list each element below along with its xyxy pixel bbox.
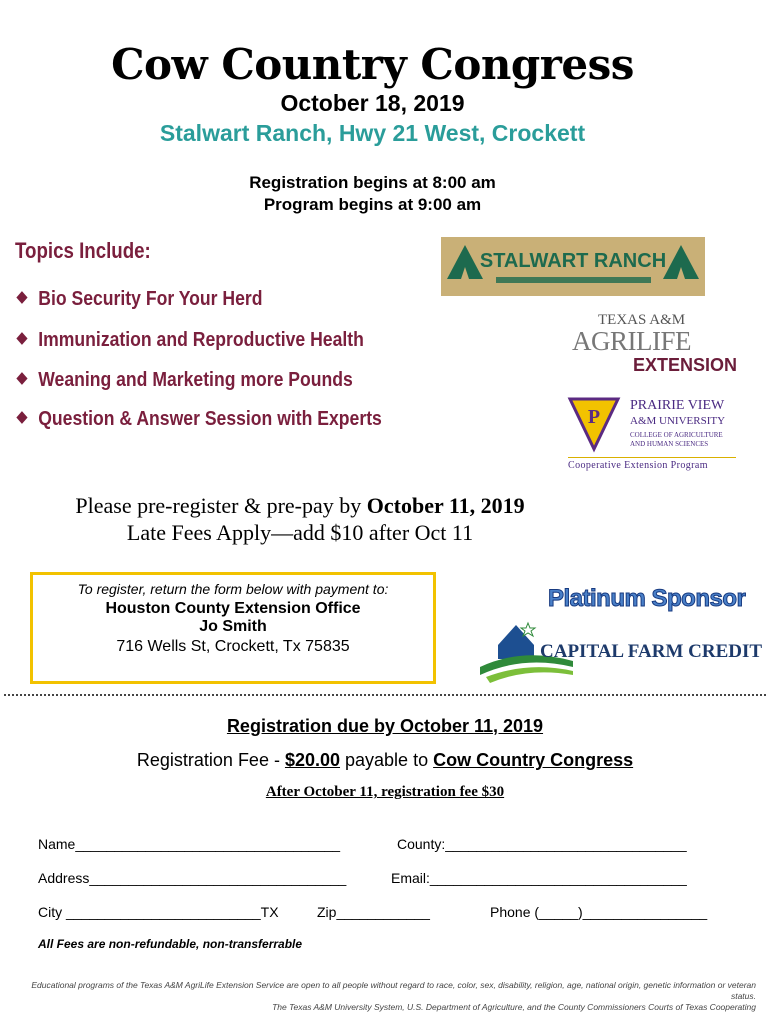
program-time: Program begins at 9:00 am [263,195,482,214]
late-registration-fee: After October 11, registration fee $30 [265,784,505,800]
pv-college-2: AND HUMAN SCIENCES [630,440,709,448]
contact-box [30,572,436,684]
stalwart-ranch-text: STALWART RANCH [479,250,667,272]
county-field[interactable]: County:_______________________________ [397,836,687,852]
prairie-view-logo [566,393,738,473]
phone-field[interactable]: Phone (_____)________________ [490,904,708,920]
topic-item: Immunization and Reproductive Health [18,329,364,352]
registration-due: Registration due by October 11, 2019 [226,716,544,736]
agrilife-top-text: TEXAS A&M [598,312,686,328]
address-field[interactable]: Address_________________________________ [38,870,347,886]
diamond-bullet-icon [16,372,27,385]
preregister-note [0,492,600,546]
pv-university: A&M UNIVERSITY [630,415,726,427]
agrilife-bottom-text: EXTENSION [632,355,737,375]
cut-line-divider [4,694,766,696]
late-fee-note: Late Fees Apply—add $10 after Oct 11 [126,520,474,545]
nonrefundable-note: All Fees are non-refundable, non-transferrable [38,937,303,951]
pv-program: Cooperative Extension Program [568,457,736,471]
topic-item: Bio Security For Your Herd [18,288,263,311]
stalwart-ranch-graphic [441,237,705,296]
topics-heading: Topics Include: [15,238,151,263]
pv-college: COLLEGE OF AGRICULTURE [630,431,723,439]
svg-text:P: P [587,406,601,428]
event-title: Cow Country Congress [111,40,634,89]
diamond-bullet-icon [16,411,27,424]
diamond-bullet-icon [16,332,27,345]
contact-person: Jo Smith [199,618,267,635]
footer-line-1: Educational programs of the Texas A&M AgriLife Extension Service are open to all people without regard to race, color, sex, disability, religion, age, national origin, genetic information or veteran status. [31,980,756,1001]
event-date: October 18, 2019 [280,90,465,116]
preregister-date: October 11, 2019 [366,493,525,518]
contact-office: Houston County Extension Office [105,600,361,617]
zip-field[interactable]: Zip____________ [317,904,430,920]
sponsor-label: Platinum Sponsor [548,585,746,612]
cfc-name: CAPITAL FARM CREDIT [540,641,763,662]
agrilife-extension-logo [572,312,737,378]
contact-address: 716 Wells St, Crockett, Tx 75835 [116,638,350,655]
topic-item: Question & Answer Session with Experts [18,408,382,431]
diamond-bullet-icon [16,291,27,304]
registration-fee: Registration Fee - $20.00 payable to Cow Country Congress [136,750,634,770]
contact-instruction: To register, return the form below with payment to: [77,581,389,597]
pv-name: PRAIRIE VIEW [630,398,725,413]
agrilife-mid-text: AGRILIFE [572,326,691,356]
fee-amount: $20.00 [284,750,341,770]
registration-time: Registration begins at 8:00 am [249,173,496,192]
stalwart-ranch-logo [441,237,705,296]
footer-disclaimer [16,980,756,1013]
pvamu-shield-icon [566,393,622,453]
capital-farm-credit-logo [478,617,763,687]
city-field[interactable]: City _________________________TX [38,904,279,920]
name-field[interactable]: Name__________________________________ [38,836,341,852]
fee-payee: Cow Country Congress [433,750,634,770]
event-times [0,172,745,216]
email-field[interactable]: Email:_________________________________ [391,870,687,886]
event-location: Stalwart Ranch, Hwy 21 West, Crockett [159,120,586,146]
preregister-text: Please pre-register & pre-pay by [75,493,367,518]
topic-item: Weaning and Marketing more Pounds [18,369,353,392]
footer-line-2: The Texas A&M University System, U.S. Department of Agriculture, and the County Commissioners Courts of Texas Cooperating [272,1002,756,1012]
